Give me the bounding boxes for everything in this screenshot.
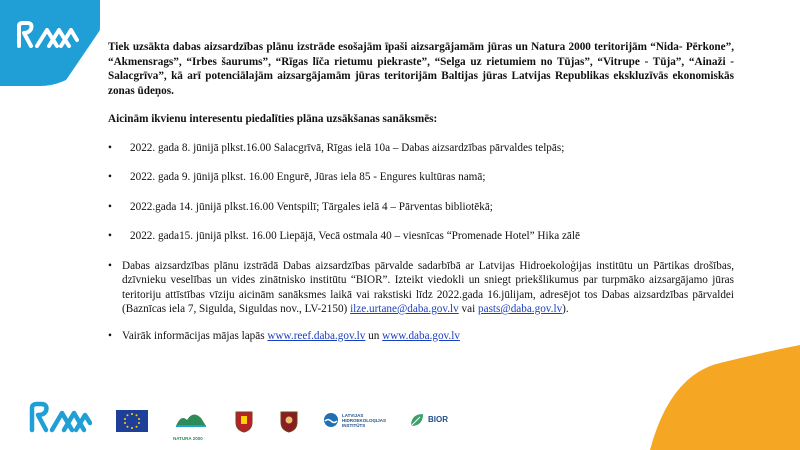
lhei-label: LATVIJAS HIDROEKOLOĢIJAS INSTITŪTS <box>342 413 387 428</box>
website-link-reef[interactable]: www.reef.daba.gov.lv <box>267 329 366 342</box>
bior-leaf-icon <box>409 412 425 428</box>
intro-paragraph: Tiek uzsākta dabas aizsardzības plānu izstrāde esošajām īpaši aizsargājamām jūras un Natura 2000 teritorijām “Nida- Pērkone”, “Akmensrags”, “Irbes šaurums”, “Rīgas līča rietumu piekraste”, “Selga uz rietumiem no Tūjas”, “Vitrupe - Tūja”, “Ainaži - Salacgrīva”, kā arī potenciālajām aizsargājamām jūras teritorijām Baltijas jūras Latvijas Republikas ekskluzīvās ekonomiskās zonas ūdeņos. <box>108 41 734 97</box>
developer-note-end: ). <box>562 303 569 315</box>
bullet-icon: • <box>108 329 112 342</box>
meeting-text: 2022. gada15. jūnijā plkst. 16.00 Liepājā, Vecā ostmala 40 – viesnīcas “Promenade Hotel” Hika zālē <box>130 230 580 242</box>
bullet-icon: • <box>108 230 112 242</box>
more-info-and: un <box>365 329 383 342</box>
email-link-ilze[interactable]: ilze.urtane@daba.gov.lv <box>350 303 459 315</box>
meeting-text: 2022.gada 14. jūnijā plkst.16.00 Ventspilī; Tārgales ielā 4 – Pārventas bibliotēkā; <box>130 200 493 213</box>
reef-logo <box>15 20 79 50</box>
meeting-text: 2022. gada 8. jūnijā plkst.16.00 Salacgrīvā, Rīgas ielā 10a – Dabas aizsardzības pārvaldes telpās; <box>130 141 565 154</box>
meeting-item-1 <box>108 141 734 156</box>
website-link-daba[interactable]: www.daba.gov.lv <box>382 329 460 342</box>
bior-label: BIOR <box>428 415 448 424</box>
meeting-text: 2022. gada 9. jūnijā plkst. 16.00 Engurē, Jūras iela 85 - Engures kultūras namā; <box>130 171 486 183</box>
bullet-icon: • <box>108 171 112 183</box>
more-info-text: Vairāk informācijas mājas lapās <box>122 329 268 342</box>
bottom-right-corner-shape <box>650 345 800 450</box>
meeting-item-4 <box>108 229 734 244</box>
bullet-icon: • <box>108 200 112 213</box>
bullet-icon: • <box>108 141 112 154</box>
invitation-lead: Aicinām ikvienu interesentu piedalīties plāna uzsākšanas sanāksmēs: <box>108 113 438 125</box>
email-link-pasts[interactable]: pasts@daba.gov.lv <box>478 303 563 315</box>
eu-flag-icon <box>116 410 148 432</box>
developer-note-text: Dabas aizsardzības plānu izstrādā Dabas aizsardzības pārvalde sadarbībā ar Latvijas Hidroekoloģijas institūtu un Pārtikas drošības, dzīvnieku veselības un vides zinātnisko institūtu “BIOR”. Izteikt viedokli un sniegt priekšlikumus par turpmāko aizsargājamo jūras teritoriju attīstības vīziju aicinām sanāksmes laikā vai rakstiski līdz 2022.gada 16.jūlijam, adresējot tos Dabas aizsardzības pārvaldei (Baznīcas iela 7, Sigulda, Siguldas nov., LV-2150) <box>122 259 734 315</box>
natura-2000-logo <box>173 408 209 436</box>
developer-note-or: vai <box>458 303 479 315</box>
meeting-item-3 <box>108 200 734 215</box>
ministry-emblem-icon <box>278 408 300 434</box>
announcement-body <box>108 40 734 355</box>
bullet-icon: • <box>108 259 112 272</box>
reef-footer-logo <box>28 400 92 434</box>
more-info-note <box>108 329 734 344</box>
coat-of-arms-icon <box>233 408 255 434</box>
lhei-wave-icon <box>323 412 339 428</box>
top-left-corner-shape <box>0 0 100 86</box>
meeting-item-2 <box>108 170 734 185</box>
partner-logos-footer <box>28 398 588 442</box>
developer-note <box>108 259 734 317</box>
natura-label: NATURA 2000 <box>173 436 203 441</box>
